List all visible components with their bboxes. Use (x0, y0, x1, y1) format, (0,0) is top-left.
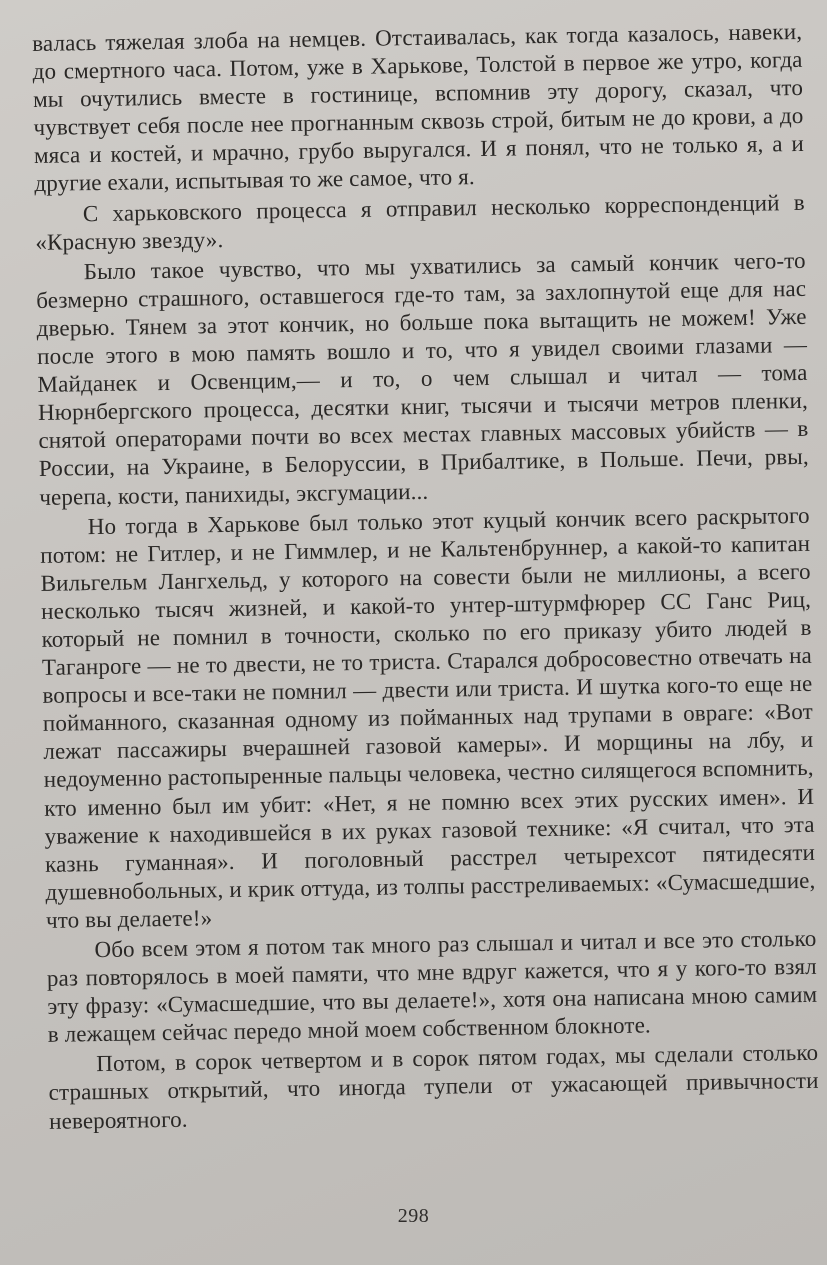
paragraph-5: Обо всем этом я потом так много раз слышал и читал и все это столько раз повторялось в моей памяти, что мне вдруг кажется, что я у кого-то взял эту фразу: «Сумасшедшие, что вы делаете!», хотя она написана мною самим в лежащем сейчас передо мной моем собственном блокноте. (46, 925, 818, 1048)
paragraph-4: Но тогда в Харькове был только этот куцый кончик всего раскрытого потом: не Гитлер, и не Гиммлер, и не Кальтенбруннер, а какой-то капитан Вильгельм Лангхельд, у которого на совести были не миллионы, а всего несколько тысяч жизней, и какой-то унтер-штурмфюрер СС Ганс Риц, который не помнил в точности, сколько по его приказу убито людей в Таганроге — не то двести, не то триста. Старался добросовестно отвечать на вопросы и все-таки не помнил — двести или триста. И шутка кого-то еще не пойманного, сказанная одному из пойманных над трупами в овраге: «Вот лежат пассажиры вчерашней газовой камеры». И морщины на лбу, и недоуменно растопыренные пальцы человека, честно силящегося вспомнить, кто именно был им убит: «Нет, я не помню всех этих русских имен». И уважение к находившейся в их руках газовой технике: «Я считал, что эта казнь гуманная». И поголовный расстрел четырехсот пятидесяти душевнобольных, и крик оттуда, из толпы расстреливаемых: «Сумасшедшие, что вы делаете!» (40, 502, 816, 933)
paragraph-1: валась тяжелая злоба на немцев. Отстаивалась, как тогда казалось, навеки, до смертного часа. Потом, уже в Харькове, Толстой в первое же утро, когда мы очутились вместе в гостинице, вспомнив эту дорогу, сказал, что чувствует себя после нее прогнанным сквозь строй, битым не до крови, а до мяса и костей, и мрачно, грубо выругался. И я понял, что не только я, а и другие ехали, испытывая то же самое, что я. (32, 18, 805, 197)
page-text (32, 18, 819, 1136)
paragraph-3: Было такое чувство, что мы ухватились за самый кончик чего-то безмерно страшного, оставшегося где-то там, за захлопнутой еще для нас дверью. Тянем за этот кончик, но больше пока вытащить не можем! Уже после этого в мою память вошло и то, что я увидел своими глазами — Майданек и Освенцим,— и то, о чем слышал и читал — тома Нюрнбергского процесса, десятки книг, тысячи и тысячи метров пленки, снятой операторами почти во всех местах главных массовых убийств — в России, на Украине, в Белоруссии, в Прибалтике, в Польше. Печи, рвы, черепа, кости, панихиды, эксгумации... (36, 247, 809, 510)
paragraph-6: Потом, в сорок четвертом и в сорок пятом годах, мы сделали столько страшных открытий, что иногда тупели от ужасающей привычности невероятного. (48, 1040, 819, 1134)
page-number: 298 (397, 1205, 430, 1227)
paragraph-2: С харьковского процесса я отправил несколько корреспонденций в «Красную звезду». (35, 189, 805, 255)
